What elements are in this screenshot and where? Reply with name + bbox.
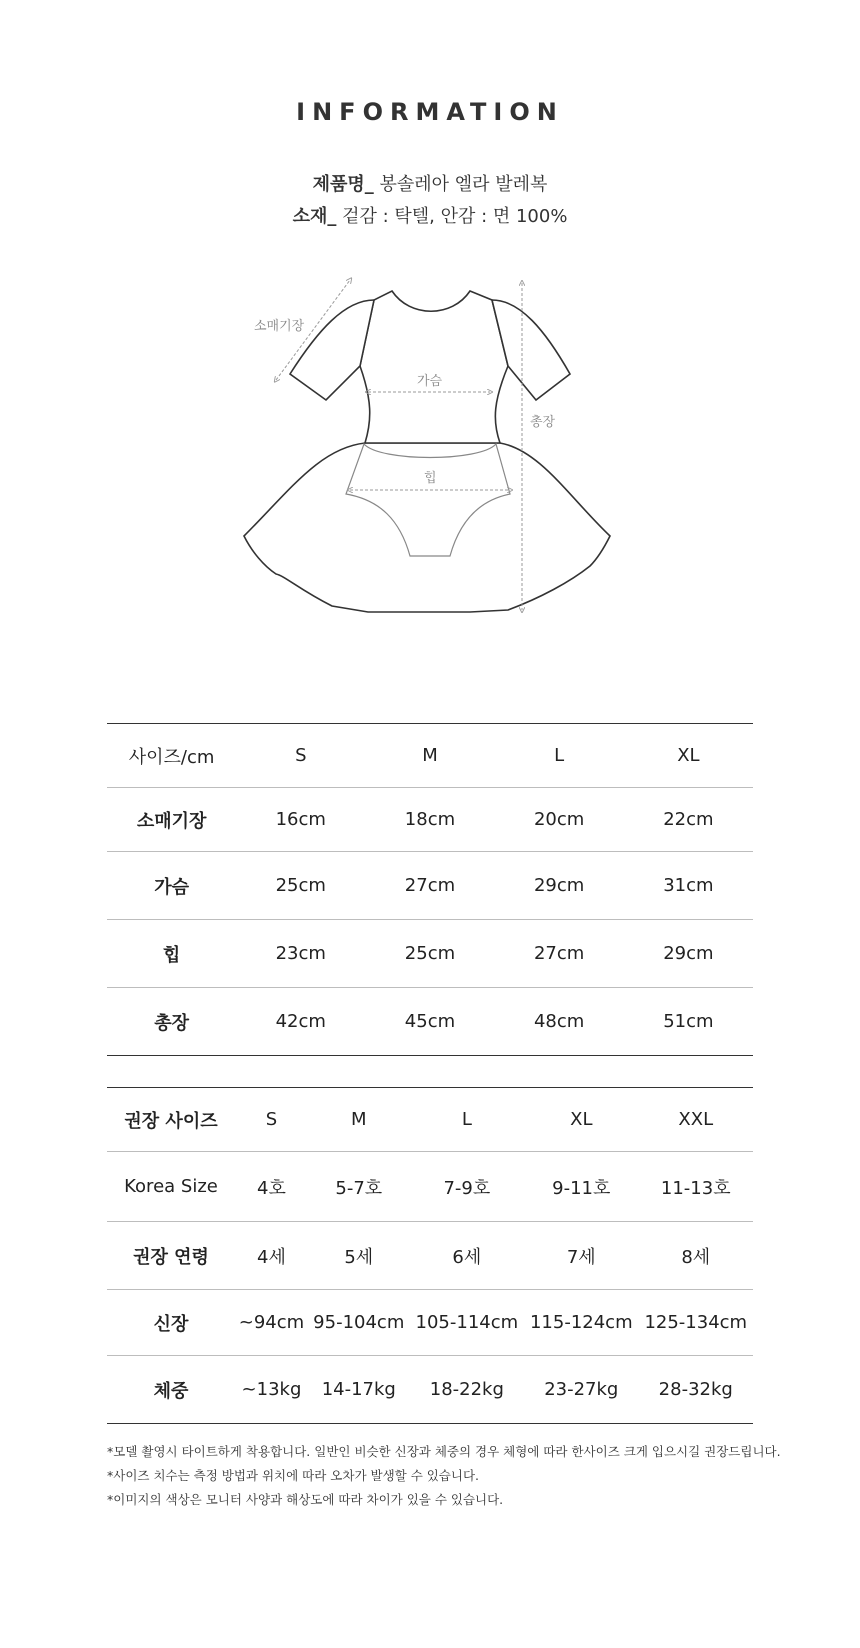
table-cell: 7-9호	[443, 1177, 491, 1199]
table-row	[107, 852, 753, 920]
left-sleeve	[290, 300, 374, 400]
table-cell: 25cm	[404, 943, 456, 964]
note-line: *사이즈 치수는 측정 방법과 위치에 따라 오차가 발생할 수 있습니다.	[107, 1468, 480, 1483]
table-cell: 25cm	[275, 875, 326, 896]
table-cell: ~94cm	[238, 1312, 305, 1333]
table-cell: 14-17kg	[321, 1379, 396, 1400]
table-cell: 11-13호	[660, 1177, 731, 1199]
size-table	[107, 723, 753, 1056]
size-header-cell: XL	[677, 745, 700, 766]
table-cell: 4호	[257, 1177, 286, 1199]
table-cell: 105-114cm	[415, 1312, 519, 1333]
row-label: 체중	[153, 1380, 189, 1402]
table-row	[107, 1222, 753, 1290]
table-cell: 4세	[257, 1246, 286, 1268]
table-cell: 7세	[566, 1246, 596, 1268]
table-row	[107, 988, 753, 1056]
table-row	[107, 1290, 753, 1356]
recommend-header-cell: L	[461, 1109, 472, 1130]
table-cell: 20cm	[533, 809, 585, 830]
total-length-label: 총장	[530, 415, 556, 430]
right-sleeve	[492, 300, 570, 400]
table-row	[107, 1356, 753, 1424]
table-cell: 16cm	[275, 809, 326, 830]
table-cell: 125-134cm	[644, 1312, 748, 1333]
material-label: 소재_	[292, 206, 337, 227]
table-cell: 5-7호	[335, 1177, 383, 1199]
table-cell: 115-124cm	[529, 1312, 633, 1333]
hip-label: 힙	[424, 471, 437, 486]
size-header-cell: 사이즈/cm	[128, 746, 215, 768]
row-label: 힙	[162, 944, 181, 966]
table-cell: 9-11호	[552, 1177, 611, 1199]
row-label: 가슴	[154, 876, 189, 898]
table-cell: 27cm	[404, 875, 456, 896]
table-cell: 8세	[681, 1246, 711, 1268]
table-row	[107, 920, 753, 988]
recommend-header-cell: XL	[570, 1109, 593, 1130]
table-cell: 27cm	[533, 943, 585, 964]
notes	[107, 1440, 807, 1512]
row-label: 소매기장	[136, 810, 207, 832]
table-cell: ~13kg	[241, 1379, 302, 1400]
table-cell: 28-32kg	[658, 1379, 733, 1400]
product-name-line	[0, 170, 860, 196]
note-line: *모델 촬영시 타이트하게 착용합니다. 일반인 비슷한 신장과 체중의 경우 체형에 따라 한사이즈 크게 입으시길 권장드립니다.	[107, 1444, 781, 1459]
garment-diagram	[0, 270, 860, 630]
recommend-header-cell: M	[351, 1109, 367, 1130]
sleeve-label: 소매기장	[254, 319, 305, 334]
table-cell: 23cm	[275, 943, 326, 964]
size-header-cell: L	[554, 745, 565, 766]
bodice-outline	[360, 291, 508, 443]
recommend-header-cell: S	[265, 1109, 278, 1130]
note-line: *이미지의 색상은 모니터 사양과 해상도에 따라 차이가 있을 수 있습니다.	[107, 1492, 504, 1507]
table-cell: 22cm	[663, 809, 714, 830]
material-value: 겉감 : 탁텔, 안감 : 면 100%	[342, 206, 568, 227]
row-label: 총장	[154, 1012, 189, 1034]
table-cell: 42cm	[275, 1011, 326, 1032]
size-table-header	[107, 724, 753, 788]
table-cell: 6세	[452, 1246, 482, 1268]
recommend-table-header	[107, 1088, 753, 1152]
chest-label: 가슴	[417, 374, 443, 389]
row-label: 신장	[153, 1313, 189, 1335]
recommend-table	[107, 1087, 753, 1424]
table-row	[107, 788, 753, 852]
product-name-value: 봉솔레아 엘라 발레복	[379, 174, 548, 195]
row-label: 권장 연령	[133, 1246, 209, 1268]
material-line	[0, 202, 860, 228]
table-cell: 5세	[344, 1246, 374, 1268]
table-cell: 31cm	[663, 875, 714, 896]
table-cell: 45cm	[404, 1011, 456, 1032]
table-cell: 18-22kg	[429, 1379, 504, 1400]
table-cell: 95-104cm	[313, 1312, 405, 1333]
table-cell: 29cm	[663, 943, 714, 964]
table-cell: 51cm	[663, 1011, 714, 1032]
size-header-cell: S	[295, 745, 307, 766]
size-header-cell: M	[422, 745, 438, 766]
table-row	[107, 1152, 753, 1222]
table-cell: 23-27kg	[544, 1379, 619, 1400]
recommend-header-cell: XXL	[678, 1109, 714, 1130]
table-cell: 29cm	[533, 875, 585, 896]
table-cell: 18cm	[404, 809, 456, 830]
row-label: Korea Size	[124, 1176, 218, 1197]
recommend-header-cell: 권장 사이즈	[124, 1110, 218, 1132]
product-name-label: 제품명_	[312, 174, 374, 195]
table-cell: 48cm	[533, 1011, 585, 1032]
page-title: INFORMATION	[296, 98, 564, 126]
